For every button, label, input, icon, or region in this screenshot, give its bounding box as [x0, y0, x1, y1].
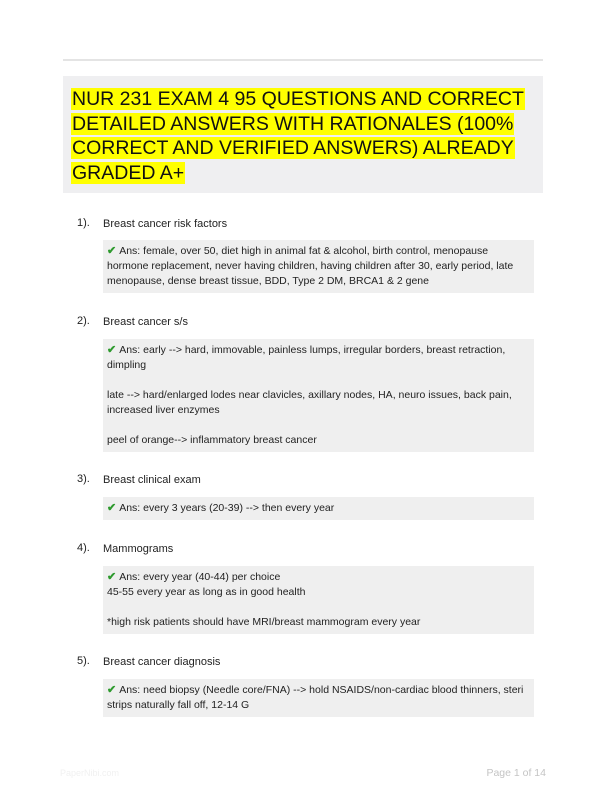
question-text: Breast cancer s/s	[103, 316, 188, 328]
footer-watermark: PaperNibi.com	[60, 768, 120, 778]
answer-line: dimpling	[107, 359, 147, 371]
document-title	[71, 87, 533, 185]
checkmark-icon: ✔	[107, 245, 117, 257]
question-text: Breast clinical exam	[103, 474, 201, 486]
title-line: GRADED A+	[72, 161, 185, 184]
answer-line: late --> hard/enlarged lodes near clavicles, axillary nodes, HA, neuro issues, back pain,	[107, 389, 512, 401]
page-number: Page 1 of 14	[486, 767, 546, 779]
checkmark-icon: ✔	[107, 502, 117, 514]
question-number: 2).	[77, 315, 90, 327]
answer-line: menopause, dense breast tissue, BDD, Type 2 DM, BRCA1 & 2 gene	[107, 275, 429, 287]
question-text: Mammograms	[103, 543, 174, 555]
answer-line: Ans: every 3 years (20-39) --> then every year	[119, 502, 335, 514]
top-divider	[63, 59, 543, 61]
answer-line: Ans: female, over 50, diet high in animal fat & alcohol, birth control, menopause	[119, 245, 489, 257]
answer-line: Ans: need biopsy (Needle core/FNA) --> hold NSAIDS/non-cardiac blood thinners, steri	[119, 684, 524, 696]
title-line: CORRECT AND VERIFIED ANSWERS) ALREADY	[72, 137, 514, 159]
question-number: 5).	[77, 655, 90, 667]
checkmark-icon: ✔	[107, 571, 117, 583]
answer-box	[103, 240, 534, 293]
question-text: Breast cancer diagnosis	[103, 656, 221, 668]
checkmark-icon: ✔	[107, 344, 117, 356]
answer-box	[103, 679, 534, 717]
checkmark-icon: ✔	[107, 684, 117, 696]
answer-line: Ans: early --> hard, immovable, painless lumps, irregular borders, breast retraction,	[119, 344, 506, 356]
title-box	[63, 76, 543, 193]
answer-line: *high risk patients should have MRI/breast mammogram every year	[107, 616, 421, 628]
answer-line: strips naturally fall off, 12-14 G	[107, 699, 250, 711]
answer-line: hormone replacement, never having children, having children after 30, early period, late	[107, 260, 514, 272]
answer-box	[103, 497, 534, 520]
title-line: NUR 231 EXAM 4 95 QUESTIONS AND CORRECT	[72, 88, 524, 110]
answer-line: peel of orange--> inflammatory breast cancer	[107, 434, 317, 446]
answer-box	[103, 339, 534, 452]
answer-line: increased liver enzymes	[107, 404, 220, 416]
title-line: DETAILED ANSWERS WITH RATIONALES (100%	[72, 112, 514, 135]
question-number: 1).	[77, 217, 90, 229]
question-text: Breast cancer risk factors	[103, 218, 228, 230]
question-number: 3).	[77, 473, 90, 485]
question-number: 4).	[77, 542, 90, 554]
answer-line: 45-55 every year as long as in good health	[107, 586, 306, 598]
answer-box	[103, 566, 534, 634]
answer-line: Ans: every year (40-44) per choice	[119, 571, 281, 583]
